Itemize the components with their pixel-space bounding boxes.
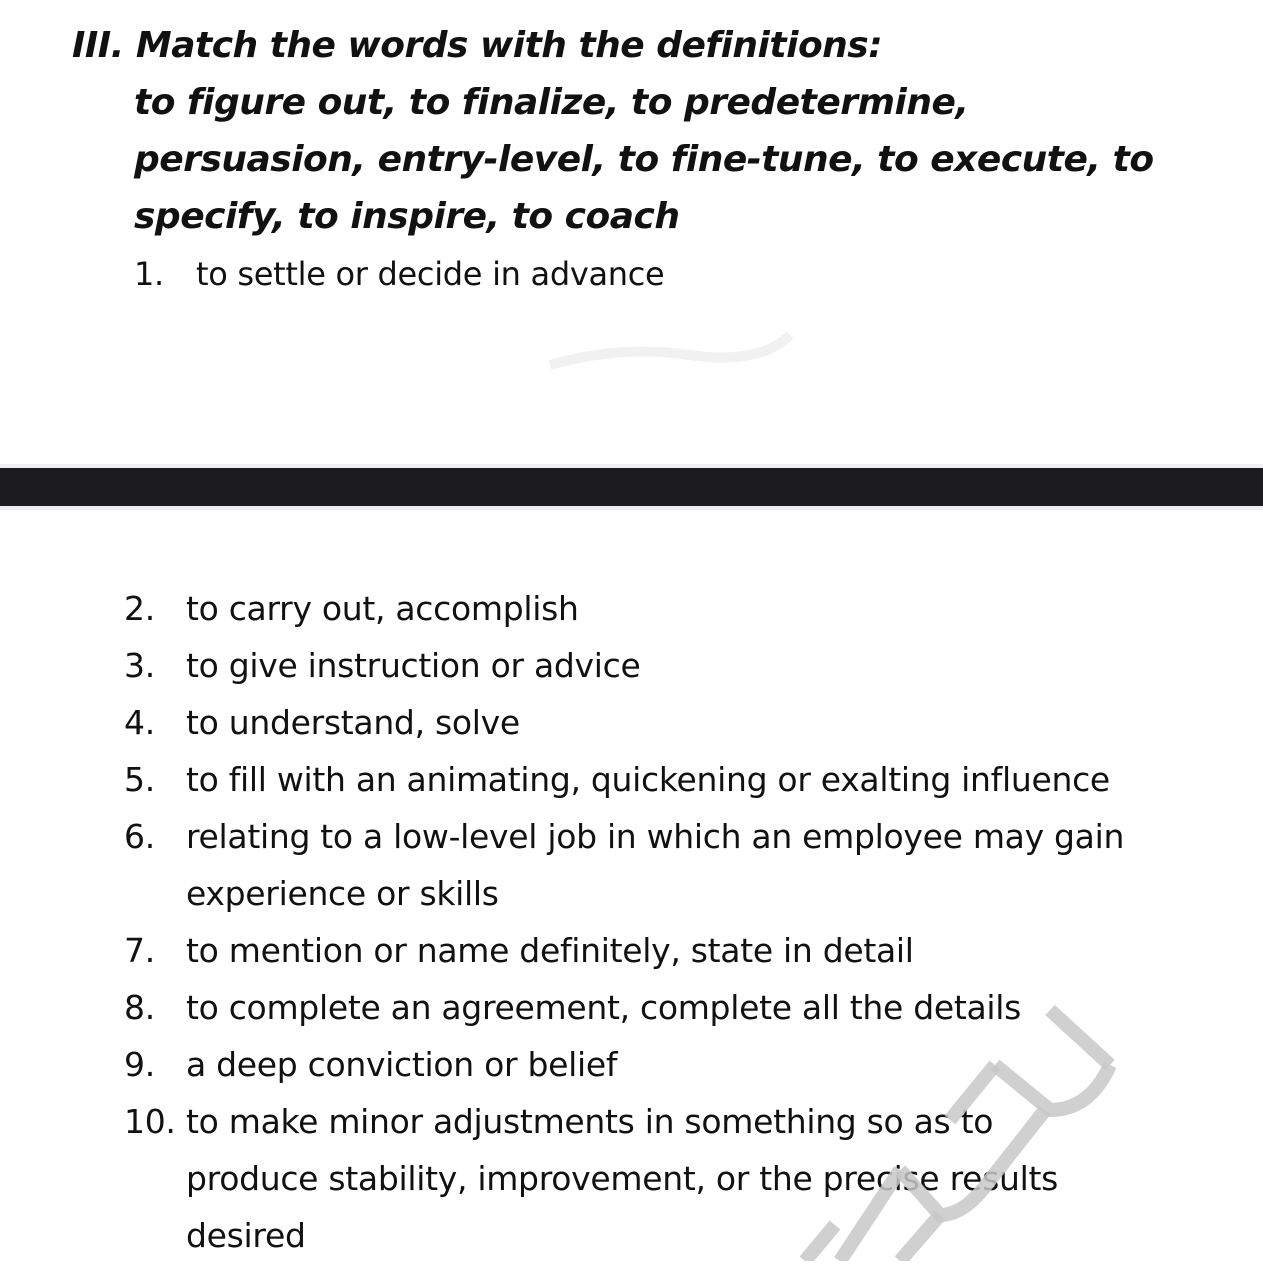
definition-number: 10. <box>124 1102 176 1141</box>
word-bank-line: to figure out, to finalize, to predetermine, <box>134 82 969 123</box>
definition-text: to settle or decide in advance <box>196 255 665 293</box>
definition-number: 3. <box>124 646 155 685</box>
definition-text-continued: experience or skills <box>186 874 499 913</box>
definition-number: 6. <box>124 817 155 856</box>
word-bank <box>134 74 1154 245</box>
definition-text: relating to a low-level job in which an employee may gain <box>186 817 1125 856</box>
definition-text: to carry out, accomplish <box>186 589 579 628</box>
definition-text: to understand, solve <box>186 703 520 742</box>
divider-edge <box>0 506 1263 510</box>
definition-text: to make minor adjustments in something so as to <box>186 1102 994 1141</box>
definition-number: 4. <box>124 703 155 742</box>
definition-text: to complete an agreement, complete all the details <box>186 988 1022 1027</box>
definition-number: 9. <box>124 1045 155 1084</box>
exercise-heading: III. Match the words with the definitions: <box>72 25 883 66</box>
faint-scan-artifact <box>540 325 800 385</box>
definition-text: to fill with an animating, quickening or exalting influence <box>186 760 1110 799</box>
word-bank-line: persuasion, entry-level, to fine-tune, to execute, to <box>134 139 1154 180</box>
definition-number: 5. <box>124 760 155 799</box>
page-top-section <box>0 0 1263 466</box>
definition-number: 8. <box>124 988 155 1027</box>
definition-number: 1. <box>134 255 164 293</box>
definition-text: to mention or name definitely, state in detail <box>186 931 914 970</box>
definition-number: 2. <box>124 589 155 628</box>
image-split-bar <box>0 468 1263 506</box>
definition-text-continued: produce stability, improvement, or the precise results <box>186 1159 1059 1198</box>
definition-text: a deep conviction or belief <box>186 1045 618 1084</box>
definition-text-continued: desired <box>186 1216 306 1255</box>
definition-number: 7. <box>124 931 155 970</box>
definition-text: to give instruction or advice <box>186 646 641 685</box>
word-bank-line: specify, to inspire, to coach <box>134 196 680 237</box>
